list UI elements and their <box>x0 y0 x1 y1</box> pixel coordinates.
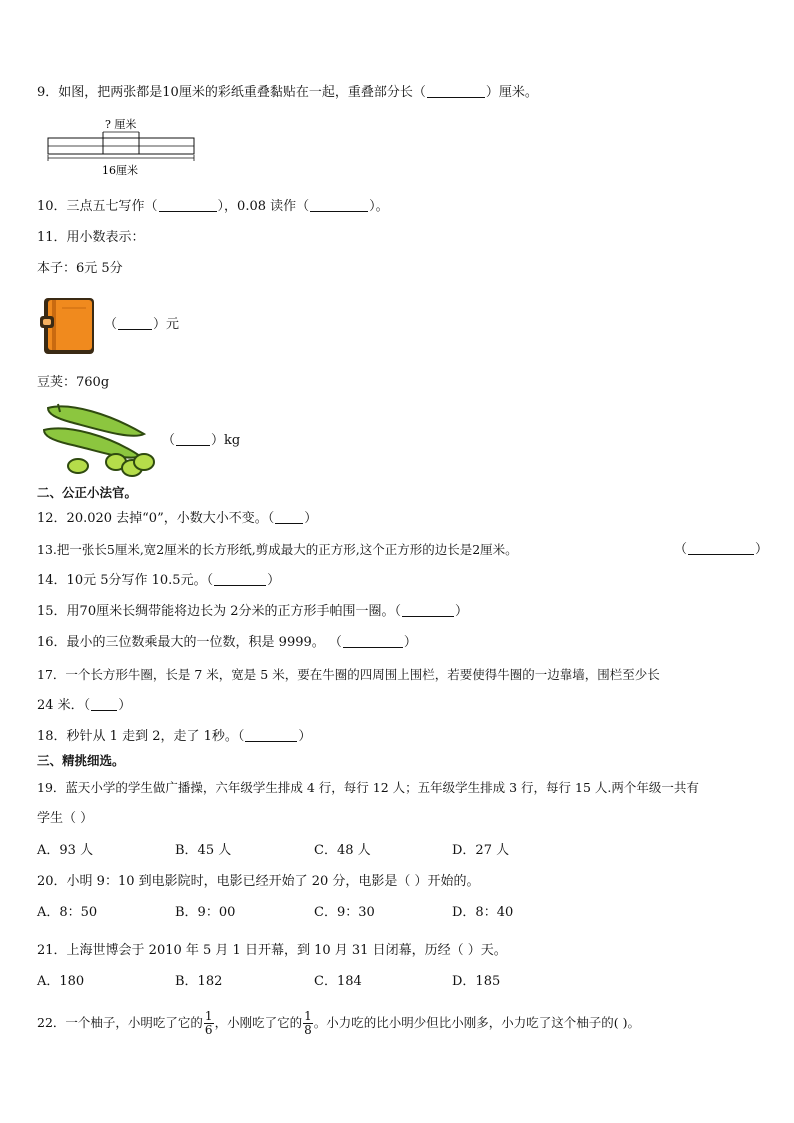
question-10: 10．三点五七写作（ ），0.08 读作（ ）。 <box>37 199 389 214</box>
question-17-line-1: 17．一个长方形牛圈，长是 7 米，宽是 5 米，要在牛圈的四周围上围栏，若要使得牛圈的一边靠墙，围栏至少长 <box>37 667 660 682</box>
question-21: 21．上海世博会于 2010 年 5 月 1 日开幕，到 10 月 31 日闭幕，历经（ ）天。 <box>37 943 507 958</box>
question-14: 14．10元 5分写作 10.5元。（ ） <box>37 573 281 588</box>
answer-blank[interactable] <box>343 635 403 648</box>
answer-blank[interactable] <box>245 729 297 742</box>
notebook-answer: （ ）元 <box>104 317 180 332</box>
answer-blank[interactable] <box>118 317 152 330</box>
notebook-label: 本子：6元 5分 <box>37 261 123 276</box>
q19-option-d[interactable]: D．27 人 <box>452 843 510 858</box>
overlap-paper-figure <box>44 116 204 180</box>
q19-option-c[interactable]: C．48 人 <box>314 843 371 858</box>
bean-label: 豆荚：760g <box>37 375 110 390</box>
question-13: 13.把一张长5厘米,宽2厘米的长方形纸,剪成最大的正方形,这个正方形的边长是2厘米。 <box>37 542 518 557</box>
q20-option-b[interactable]: B．9：00 <box>175 905 236 920</box>
answer-blank[interactable] <box>310 199 368 212</box>
question-11: 11．用小数表示： <box>37 230 145 245</box>
answer-blank[interactable] <box>91 698 117 711</box>
bean-pod-icon <box>40 400 156 480</box>
q20-option-c[interactable]: C．9：30 <box>314 905 375 920</box>
q21-option-c[interactable]: C．184 <box>314 974 362 989</box>
question-17-line-2: 24 米．（ ） <box>37 698 132 713</box>
question-22: 22．一个柚子，小明吃了它的 $\frac{1}{6}$ ，小刚吃了它的 $\frac{1}{8}$ 。小力吃的比小明少但比小刚多，小力吃了这个柚子的( )。 <box>37 1009 640 1037</box>
figure-top-label: ? 厘米 <box>105 118 137 131</box>
question-9: 9．如图，把两张都是10厘米的彩纸重叠黏贴在一起，重叠部分长（ ）厘米。 <box>37 85 538 100</box>
figure-bottom-label: 16厘米 <box>102 164 138 177</box>
question-19-line-2: 学生（ ） <box>37 811 94 826</box>
answer-blank[interactable] <box>176 433 210 446</box>
q20-option-d[interactable]: D．8：40 <box>452 905 514 920</box>
q21-option-d[interactable]: D．185 <box>452 974 501 989</box>
question-18: 18．秒针从 1 走到 2，走了 1秒。（ ） <box>37 729 312 744</box>
question-20: 20．小明 9：10 到电影院时，电影已经开始了 20 分，电影是（ ）开始的。 <box>37 874 480 889</box>
section-2-heading: 二、公正小法官。 <box>37 485 138 500</box>
answer-blank[interactable] <box>688 542 754 555</box>
q21-option-b[interactable]: B．182 <box>175 974 223 989</box>
answer-blank[interactable] <box>402 604 454 617</box>
question-16: 16．最小的三位数乘最大的一位数，积是 9999。 （ ） <box>37 635 417 650</box>
question-15: 15．用70厘米长绸带能将边长为 2分米的正方形手帕围一圈。（ ） <box>37 604 469 619</box>
answer-blank[interactable] <box>214 573 266 586</box>
q20-option-a[interactable]: A．8：50 <box>37 905 98 920</box>
answer-blank[interactable] <box>275 511 303 524</box>
fraction-one-eighth: $\frac{1}{8}$ <box>304 1009 312 1037</box>
q19-option-a[interactable]: A．93 人 <box>37 843 94 858</box>
notebook-icon <box>38 294 100 358</box>
bean-answer: （ ）kg <box>162 433 241 448</box>
answer-blank[interactable] <box>159 199 217 212</box>
question-13-answer: （ ） <box>674 542 769 557</box>
q19-option-b[interactable]: B．45 人 <box>175 843 232 858</box>
fraction-one-sixth: $\frac{1}{6}$ <box>204 1009 213 1037</box>
section-3-heading: 三、精挑细选。 <box>37 753 125 768</box>
answer-blank[interactable] <box>427 85 485 98</box>
q21-option-a[interactable]: A．180 <box>37 974 85 989</box>
question-19-line-1: 19．蓝天小学的学生做广播操，六年级学生排成 4 行，每行 12 人；五年级学生排成 3 行，每行 15 人.两个年级一共有 <box>37 780 699 795</box>
question-12: 12．20.020 去掉“0”，小数大小不变。（ ） <box>37 511 318 526</box>
